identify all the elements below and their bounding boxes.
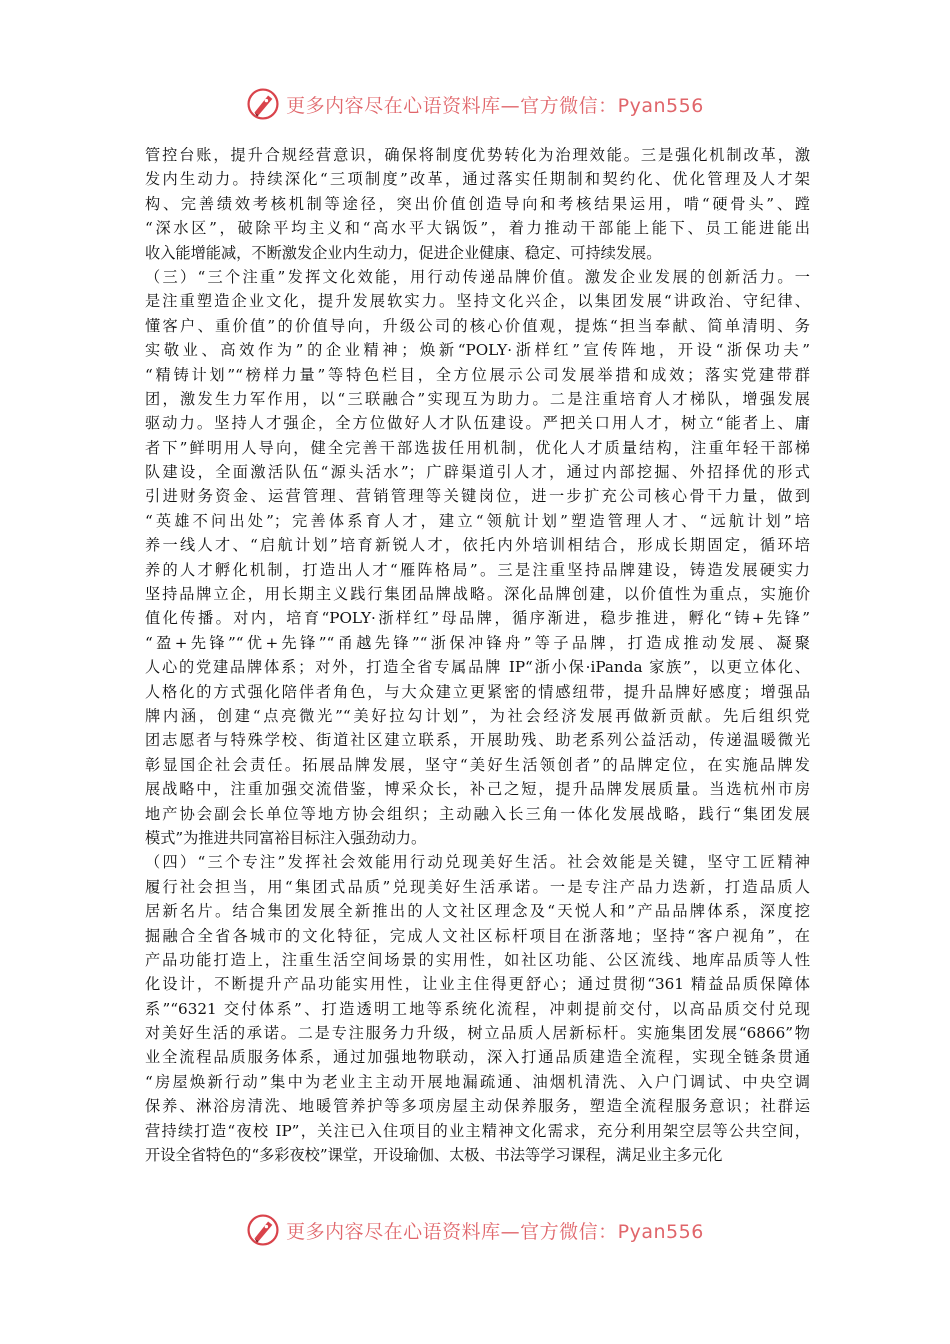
body-text-line: 者下”鲜明用人导向，健全完善干部选拔任用机制，优化人才质量结构，注重年轻干部梯 [145, 438, 810, 457]
body-text-line: 保养、淋浴房清洗、地暖管养护等多项房屋主动保养服务，塑造全流程服务意识；社群运 [145, 1097, 810, 1116]
body-text-line: 是注重塑造企业文化，提升发展软实力。坚持文化兴企，以集团发展“讲政治、守纪律、 [145, 292, 810, 311]
document-body [145, 143, 810, 1167]
body-text-line: “盈+先锋”“优+先锋”“甬越先锋”“浙保冲锋舟”等子品牌，打造成推动发展、凝聚 [145, 633, 810, 652]
body-text-line: 业全流程品质服务体系，通过加强地物联动，深入打通品质建造全流程，实现全链条贯通 [145, 1048, 810, 1067]
body-text-line: 管控台账，提升合规经营意识，确保将制度优势转化为治理效能。三是强化机制改革，激 [145, 146, 810, 164]
body-text-line: 展战略中，注重加强交流借鉴，博采众长，补己之短，提升品牌发展质量。当选杭州市房 [145, 780, 810, 799]
body-text-line: 团志愿者与特殊学校、街道社区建立联系，开展助残、助老系列公益活动，传递温暖微光 [145, 731, 810, 750]
body-text-line: 养一线人才、“启航计划”培育新锐人才，依托内外培训相结合，形成长期固定，循环培 [145, 536, 810, 555]
header-watermark [0, 84, 950, 124]
body-text-line: 坚持品牌立企，用长期主义践行集团品牌战略。深化品牌创建，以价值性为重点，实施价 [145, 585, 810, 604]
body-text-line: 对美好生活的承诺。二是专注服务力升级，树立品质人居新标杆。实施集团发展“6866”物 [145, 1024, 810, 1043]
body-text-line: 收入能增能减，不断激发企业内生动力，促进企业健康、稳定、可持续发展。 [145, 243, 662, 262]
body-text-line: （四）“三个专注”发挥社会效能用行动兑现美好生活。社会效能是关键，坚守工匠精神 [145, 853, 810, 872]
body-text-line: “房屋焕新行动”集中为老业主主动开展地漏疏通、油烟机清洗、入户门调试、中央空调 [145, 1072, 810, 1091]
pen-nib-icon [246, 87, 280, 121]
footer-watermark [0, 1210, 950, 1250]
body-text-line: 人格化的方式强化陪伴者角色，与大众建立更紧密的情感纽带，提升品牌好感度；增强品 [145, 682, 810, 701]
body-text-line: 牌内涵，创建“点亮微光”“美好拉勾计划”，为社会经济发展再做新贡献。先后组织党 [145, 706, 810, 725]
body-text-line: “英雄不问出处”；完善体系育人才，建立“领航计划”塑造管理人才、“远航计划”培 [145, 511, 810, 530]
body-text-line: 驱动力。坚持人才强企，全方位做好人才队伍建设。严把关口用人才，树立“能者上、庸 [145, 414, 810, 433]
body-text-line: 队建设，全面激活队伍“源头活水”；广辟渠道引人才，通过内部挖掘、外招择优的形式 [145, 463, 810, 482]
body-text-line: 产品功能打造上，注重生活空间场景的实用性，如社区功能、公区流线、地库品质等人性 [145, 950, 810, 969]
header-watermark-text: 更多内容尽在心语资料库—官方微信：Pyan556 [286, 94, 704, 117]
body-text-line: 引进财务资金、运营管理、营销管理等关键岗位，进一步扩充公司核心骨干力量，做到 [145, 487, 810, 506]
body-text-line: 履行社会担当，用“集团式品质”兑现美好生活承诺。一是专注产品力迭新，打造品质人 [145, 877, 810, 896]
footer-watermark-text: 更多内容尽在心语资料库—官方微信：Pyan556 [286, 1220, 704, 1243]
body-text-line: 人心的党建品牌体系；对外，打造全省专属品牌 IP“浙小保·iPanda 家族”，以更立体化、 [145, 658, 810, 677]
body-text-line: 掘融合全省各城市的文化特征，完成人文社区标杆项目在浙落地；坚持“客户视角”，在 [145, 926, 810, 945]
body-text-line: （三）“三个注重”发挥文化效能，用行动传递品牌价值。激发企业发展的创新活力。一 [145, 267, 810, 286]
body-text-line: 懂客户、重价值”的价值导向，升级公司的核心价值观，提炼“担当奉献、简单清明、务 [145, 316, 810, 335]
body-text-line: 模式”为推进共同富裕目标注入强劲动力。 [145, 828, 427, 847]
body-text-line: 值化传播。对内，培育“POLY·浙样红”母品牌，循序渐进，稳步推进，孵化“铸+先锋” [145, 609, 810, 628]
body-text-line: 发内生动力。持续深化“三项制度”改革，通过落实任期制和契约化、优化管理及人才架 [145, 170, 810, 189]
body-text-line: 化设计，不断提升产品功能实用性，让业主住得更舒心；通过贯彻“361 精益品质保障体 [145, 975, 810, 994]
body-text-line: “精铸计划”“榜样力量”等特色栏目，全方位展示公司发展举措和成效；落实党建带群 [145, 365, 810, 384]
body-text-line: “深水区”，破除平均主义和“高水平大锅饭”，着力推动干部能上能下、员工能进能出 [145, 219, 810, 238]
body-text-line: 系”“6321 交付体系”、打造透明工地等系统化流程，冲刺提前交付，以高品质交付兑现 [145, 999, 810, 1018]
body-text-line: 开设全省特色的“多彩夜校”课堂，开设瑜伽、太极、书法等学习课程，满足业主多元化 [145, 1146, 723, 1165]
body-text-line: 实敬业、高效作为”的企业精神；焕新“POLY·浙样红”宣传阵地，开设“浙保功夫” [145, 341, 810, 360]
body-text-line: 营持续打造“夜校 IP”，关注已入住项目的业主精神文化需求，充分利用架空层等公共空间， [145, 1121, 810, 1140]
body-text-line: 团，激发生力军作用，以“三联融合”实现互为助力。二是注重培育人才梯队，增强发展 [145, 389, 810, 408]
body-text-line: 构、完善绩效考核机制等途径，突出价值创造导向和考核结果运用，啃“硬骨头”、蹚 [145, 194, 810, 213]
body-text-line: 彰显国企社会责任。拓展品牌发展，坚守“美好生活领创者”的品牌定位，在实施品牌发 [145, 755, 810, 774]
body-text-line: 地产协会副会长单位等地方协会组织；主动融入长三角一体化发展战略，践行“集团发展 [145, 804, 810, 823]
pen-nib-icon [246, 1213, 280, 1247]
body-text-line: 养的人才孵化机制，打造出人才“雁阵格局”。三是注重坚持品牌建设，铸造发展硬实力 [145, 560, 810, 579]
body-text-line: 居新名片。结合集团发展全新推出的人文社区理念及“天悦人和”产品品牌体系，深度挖 [145, 902, 810, 921]
